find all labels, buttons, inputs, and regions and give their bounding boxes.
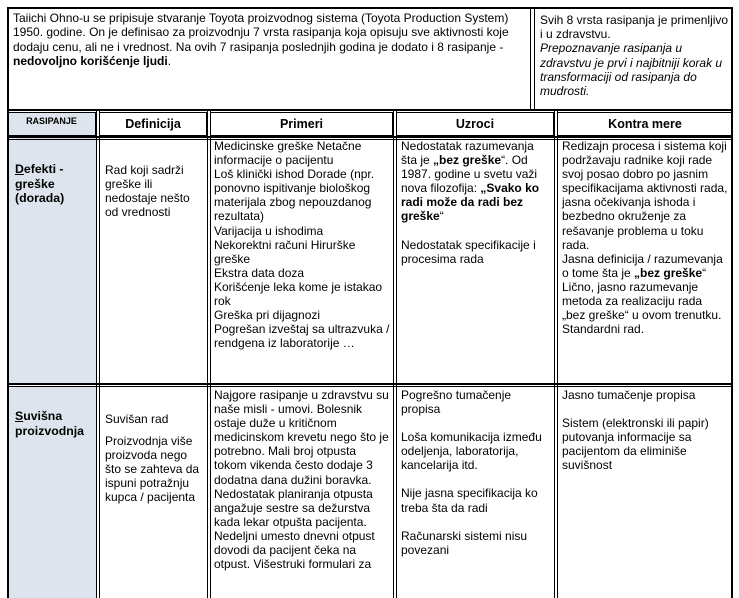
header-rasipanje: RASIPANJE [7,112,96,136]
intro-divider [534,9,535,109]
header-primeri: Primeri [210,112,393,136]
grid-line [557,110,558,598]
grid-line [7,386,733,387]
grid-line [396,110,397,598]
row1-title: Defekti - greške (dorada) [15,162,65,205]
grid-line [393,110,394,598]
row2-uzroci: Pogrešno tumačenje propisa Loša komunikacija između odeljenja, laboratorija, kancelarija itd. Nije jasna specifikacija ko treba šta da radi Računarski sistemi nisu povezani [401,388,542,557]
grid-line [99,110,100,598]
grid-line [7,383,733,385]
row2-title: Suvišna proizvodnja [15,409,85,438]
grid-line [7,136,733,138]
intro-box [7,7,733,111]
grid-line [7,110,9,598]
grid-line [96,110,97,598]
intro-bold-phrase: nedovoljno korišćenje ljudi [13,53,168,68]
row2-primeri: Najgore rasipanje u zdravstvu su naše misli - umovi. Bolesnik ostaje duže u kritičnom medicinskom krevetu nego što je potrebno. Mali broj otpusta tokom vikenda često dodaje 3 dodatna dana dužini boravka. Nedostatak planiranja otpusta angažuje sestre sa dežurstva kada lekar otpušta pacijenta. Nedeljni umesto dnevni otpust dovodi da pacijent čeka na otpust. Višestruki formulari za [214,388,389,572]
row1-definicija: Rad koji sadrži greške ili nedostaje nešto od vrednosti [105,163,190,220]
row1-uzroci: Nedostatak razumevanja šta je „bez greške“. Od 1987. godine u svetu važi nova filozofija: „Svako ko radi može da radi bez greške“ Nedostatak specifikacije i procesima rada [401,139,540,266]
waste-table [7,110,733,598]
header-kontra-mere: Kontra mere [557,112,733,136]
header-uzroci: Uzroci [396,112,554,136]
intro-right-text: Svih 8 vrsta rasipanja je primenljivo i u zdravstvu. Prepoznavanje rasipanja u zdravstvu je prvi i najbitniji korak u transformaciji od rasipanja do mudrosti. [540,13,729,99]
header-definicija: Definicija [99,112,207,136]
grid-line [207,110,208,598]
intro-divider [530,9,531,109]
row1-primeri: Medicinske greške Netačne informacije o pacijentu Loš klinički ishod Dorade (npr. ponovno ispitivanje biološkog materijala zbog nepouzdanog rezultata) Varijacija u ishodima Nekorektni računi Hirurške greške Ekstra data doza Korišćenje leka kome je istakao rok Greška pri dijagnozi Pogrešan izveštaj sa ultrazvuka / rendgena iz laboratorije … [214,139,390,351]
row1-kontra-mere: Redizajn procesa i sistema koji podržavaju radnike koji rade svoj posao dobro po jasnim specifikacijama aktivnosti rada, jasna očekivanja ishoda i bezbedno okruženje za rešavanje problema u toku rada. Jasna definicija / razumevanja o tome šta je „bez greške“ Lično, jasno razumevanje metoda za realizaciju rada „bez greške“ u ovom trenutku. Standardni rad. [562,139,728,337]
grid-line [731,110,733,598]
grid-line [554,110,555,598]
grid-line [210,110,211,598]
row2-definicija: Suvišan rad Proizvodnja više proizvoda nego što se zahteva da ispuni potražnju kupca / pacijenta [105,412,200,505]
row2-kontra-mere: Jasno tumačenje propisa Sistem (elektronski ili papir) putovanja informacije sa pacijentom da eliminiše suvišnost [562,388,709,473]
intro-left-text: Taiichi Ohno-u se pripisuje stvaranje Toyota proizvodnog sistema (Toyota Production System) 1950. godine. On je definisao za proizvodnju 7 vrsta rasipanja koja opisuju sve aktivnosti koje dodaju cenu, ali ne i vrednost. Na ovih 7 rasipanja poslednjih godina je dodato i 8 rasipanje - nedovoljno korišćenje ljudi. [13,11,509,68]
